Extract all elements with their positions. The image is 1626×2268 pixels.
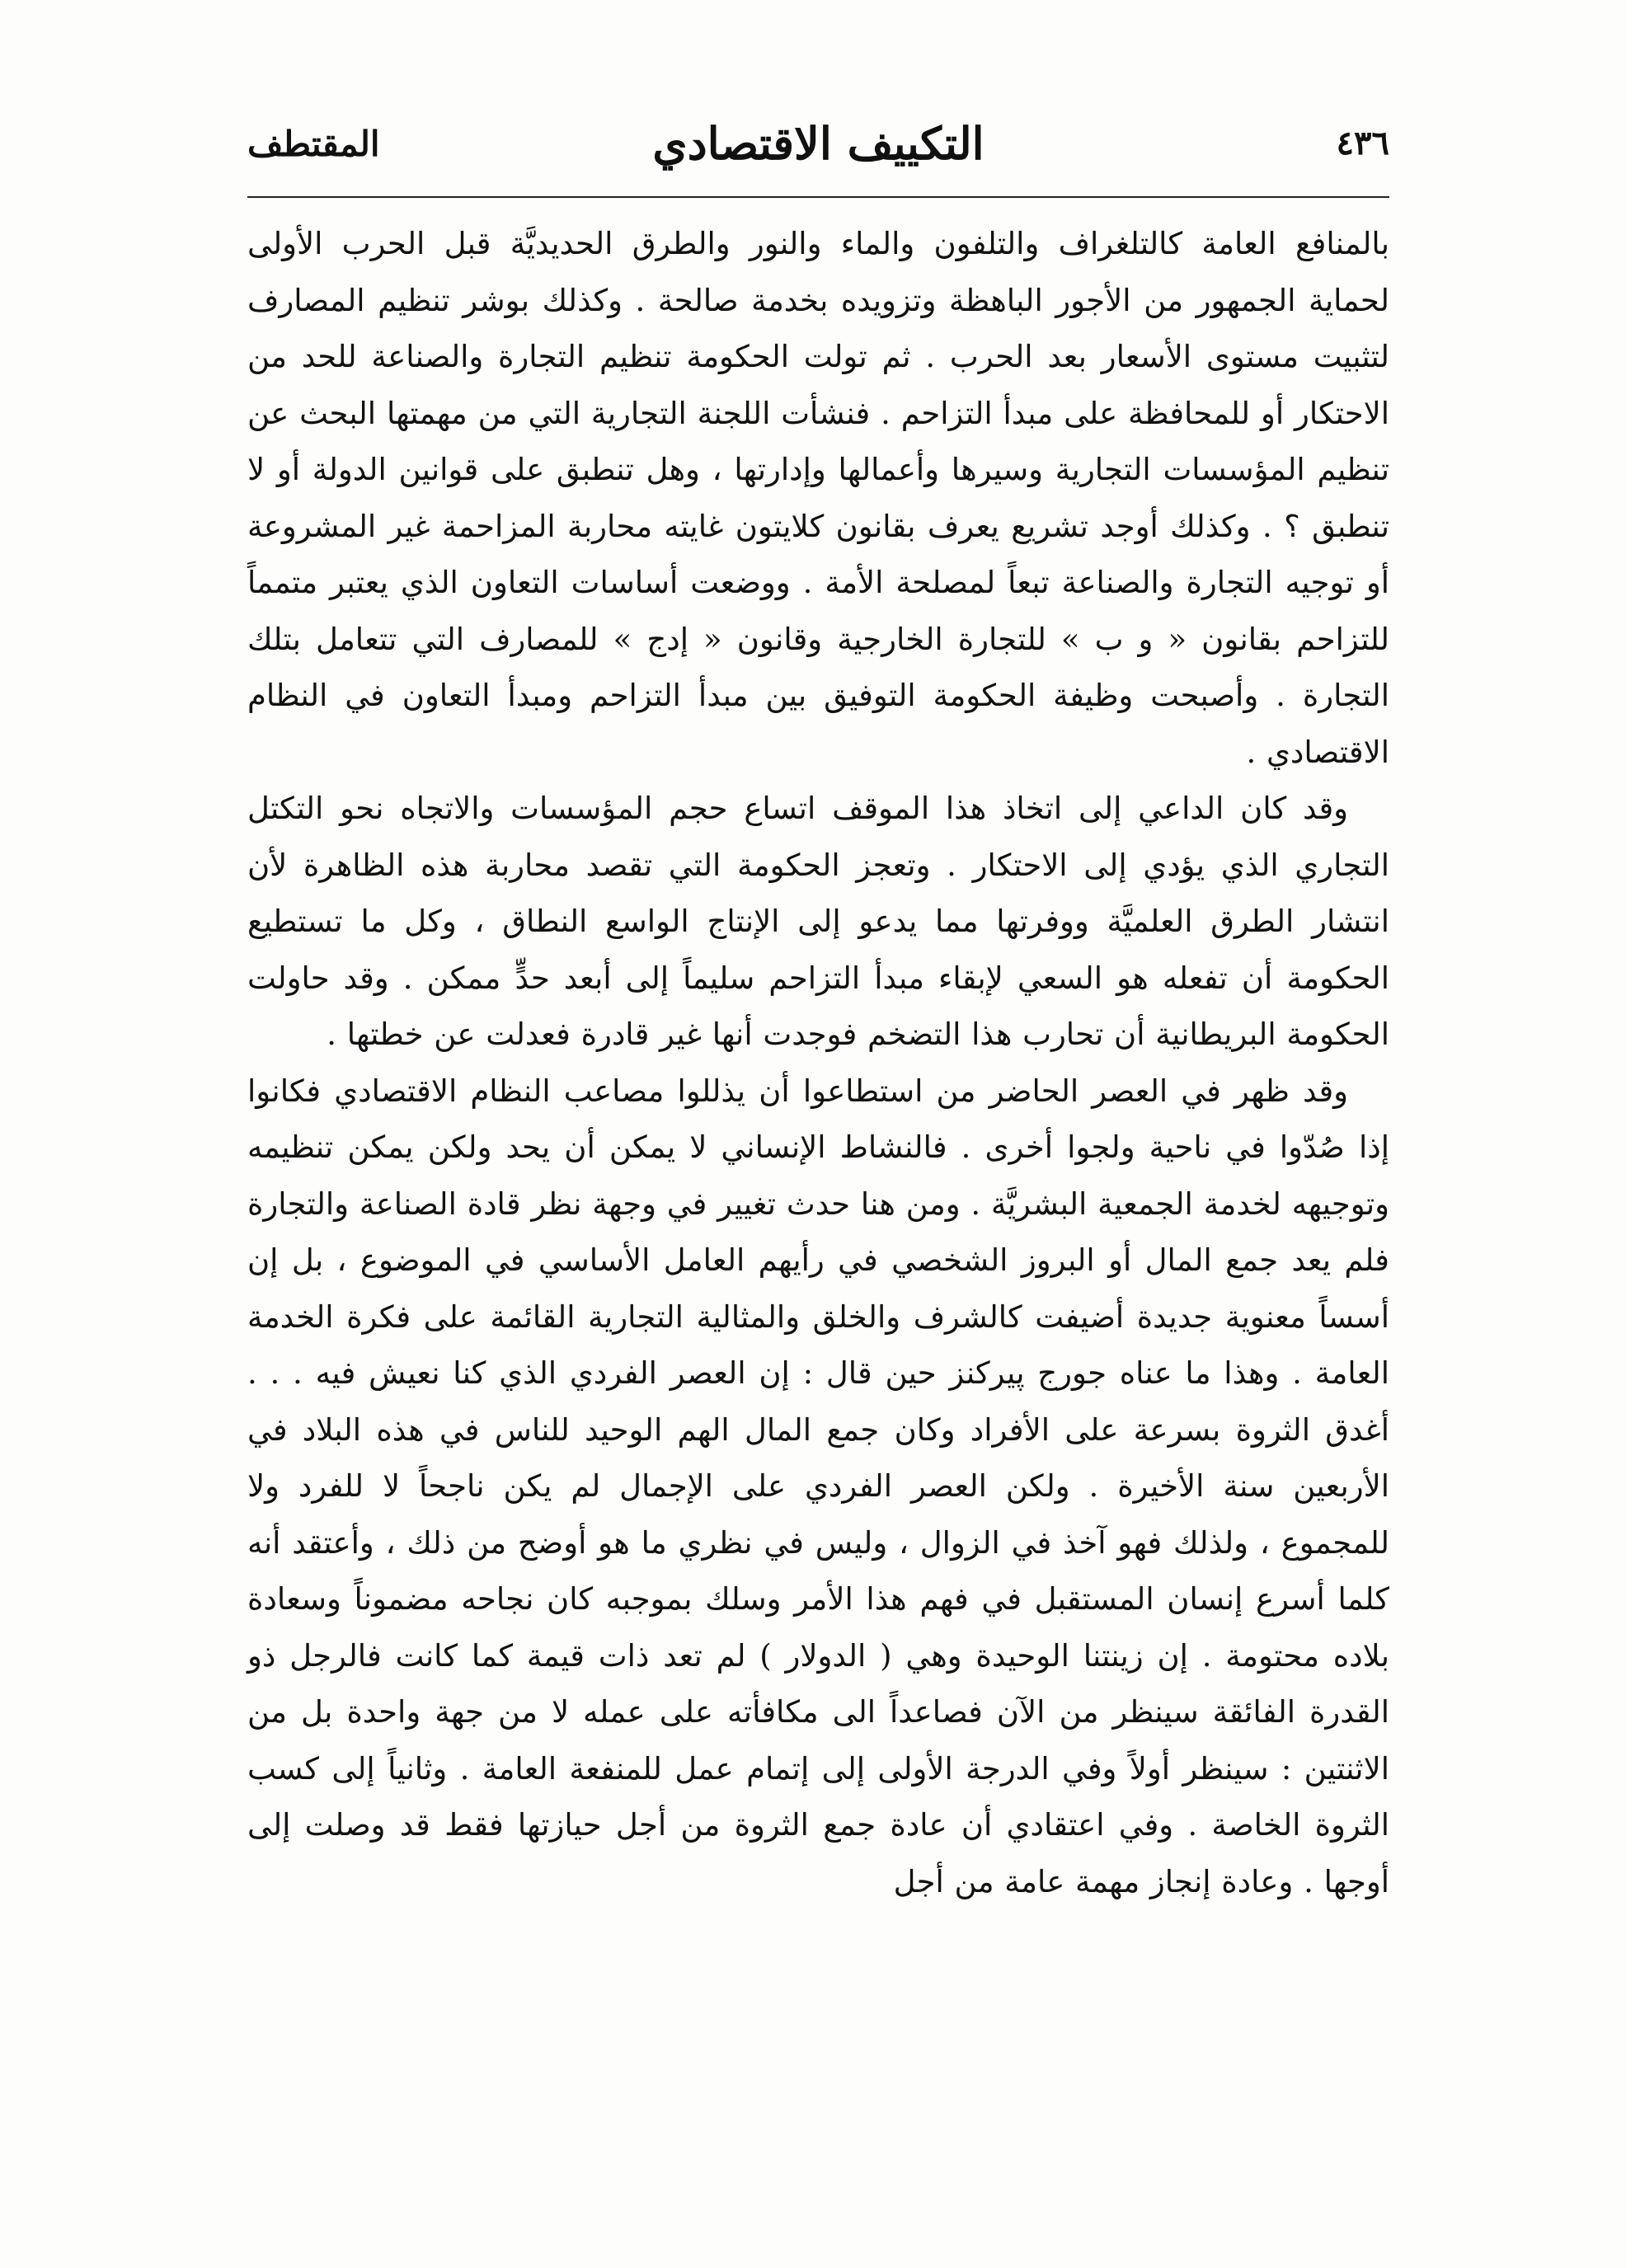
header-rule bbox=[247, 196, 1389, 198]
running-title: التكييف الاقتصادي bbox=[652, 117, 985, 170]
paragraph: وقد ظهر في العصر الحاضر من استطاعوا أن يذللوا مصاعب النظام الاقتصادي فكانوا إذا صُدّوا في ناحية ولجوا أخرى . فالنشاط الإنساني لا يمكن أن يحد ولكن يمكن تنظيمه وتوجيهه لخدمة الجمعية البشريَّة . ومن هنا حدث تغيير في وجهة نظر قادة الصناعة والتجارة فلم يعد جمع المال أو البروز الشخصي في رأيهم العامل الأساسي في الموضوع ، بل إن أسساً معنوية جديدة أضيفت كالشرف والخلق والمثالية التجارية القائمة على فكرة الخدمة العامة . وهذا ما عناه جورج پيركنز حين قال : إن العصر الفردي الذي كنا نعيش فيه . . . أغدق الثروة بسرعة على الأفراد وكان جمع المال الهم الوحيد للناس في هذه البلاد في الأربعين سنة الأخيرة . ولكن العصر الفردي على الإجمال لم يكن ناجحاً لا للفرد ولا للمجموع ، ولذلك فهو آخذ في الزوال ، وليس في نظري ما هو أوضح من ذلك ، وأعتقد أنه كلما أسرع إنسان المستقبل في فهم هذا الأمر وسلك بموجبه كان نجاحه مضموناً وسعادة بلاده محتومة . إن زينتنا الوحيدة وهي ( الدولار ) لم تعد ذات قيمة كما كانت فالرجل ذو القدرة الفائقة سينظر من الآن فصاعداً الى مكافأته على عمله لا من جهة واحدة بل من الاثنتين : سينظر أولاً وفي الدرجة الأولى إلى إتمام عمل للمنفعة العامة . وثانياً إلى كسب الثروة الخاصة . وفي اعتقادي أن عادة جمع الثروة من أجل حيازتها فقط قد وصلت إلى أوجها . وعادة إنجاز مهمة عامة من أجل bbox=[247, 1073, 1390, 1899]
journal-name: المقتطف bbox=[247, 124, 380, 164]
paragraph: بالمنافع العامة كالتلغراف والتلفون والماء والنور والطرق الحديديَّة قبل الحرب الأولى لحماية الجمهور من الأجور الباهظة وتزويده بخدمة صالحة . وكذلك بوشر تنظيم المصارف لتثبيت مستوى الأسعار بعد الحرب . ثم تولت الحكومة تنظيم التجارة والصناعة للحد من الاحتكار أو للمحافظة على مبدأ التزاحم . فنشأت اللجنة التجارية التي من مهمتها البحث عن تنظيم المؤسسات التجارية وسيرها وأعمالها وإدارتها ، وهل تنطبق على قوانين الدولة أو لا تنطبق ؟ . وكذلك أوجد تشريع يعرف بقانون كلايتون غايته محاربة المزاحمة غير المشروعة أو توجيه التجارة والصناعة تبعاً لمصلحة الأمة . ووضعت أساسات التعاون الذي يعتبر متمماً للتزاحم بقانون « و ب » للتجارة الخارجية وقانون « إدج » للمصارف التي تتعامل بتلك التجارة . وأصبحت وظيفة الحكومة التوفيق بين مبدأ التزاحم ومبدأ التعاون في النظام الاقتصادي . bbox=[247, 226, 1389, 770]
page-header bbox=[247, 117, 1389, 190]
page-number: ٤٣٦ bbox=[1336, 124, 1389, 162]
article-body bbox=[247, 216, 1389, 1910]
paragraph: وقد كان الداعي إلى اتخاذ هذا الموقف اتساع حجم المؤسسات والاتجاه نحو التكتل التجاري الذي يؤدي إلى الاحتكار . وتعجز الحكومة التي تقصد محاربة هذه الظاهرة لأن انتشار الطرق العلميَّة ووفرتها مما يدعو إلى الإنتاج الواسع النطاق ، وكل ما تستطيع الحكومة أن تفعله هو السعي لإبقاء مبدأ التزاحم سليماً إلى أبعد حدٍّ ممكن . وقد حاولت الحكومة البريطانية أن تحارب هذا التضخم فوجدت أنها غير قادرة فعدلت عن خطتها . bbox=[247, 791, 1389, 1052]
